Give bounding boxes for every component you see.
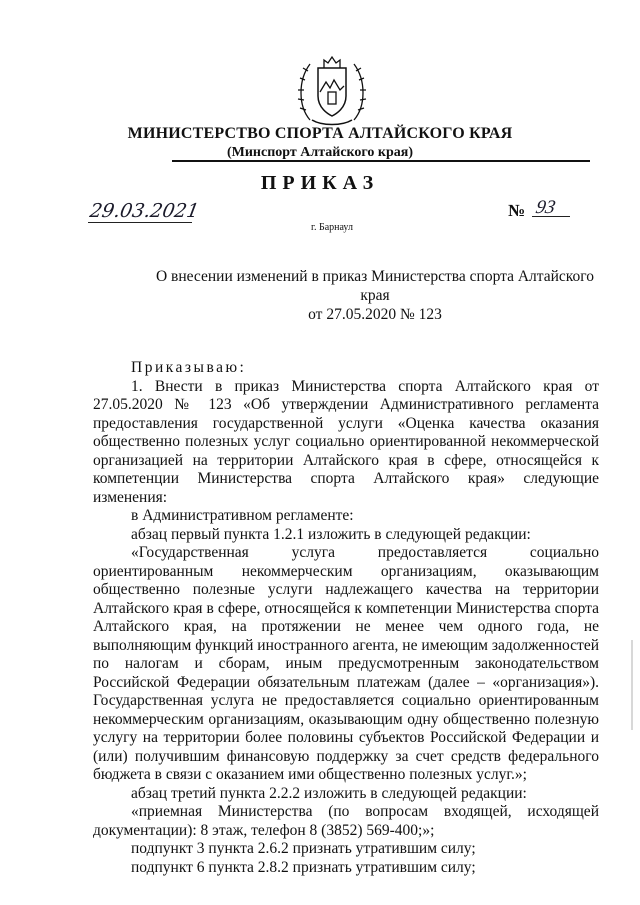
order-number-label: № (508, 201, 526, 220)
paragraph-1: 1. Внести в приказ Министерства спорта Алтайского края от 27.05.2020 № 123 «Об утверждении Административного регламента предоставления государственной услуги «Оценка качества оказания общественно полезных услуг социально ориентированной некоммерческой организацией на территории Алтайского края в сфере, относящейся к компетенции Министерства спорта Алтайского края» следующие изменения: (93, 377, 599, 506)
paragraph-8: подпункт 6 пункта 2.8.2 признать утратившим силу; (131, 858, 476, 876)
paragraph-3: абзац первый пункта 1.2.1 изложить в следующей редакции: (131, 525, 531, 543)
subject-line-2: от 27.05.2020 № 123 (308, 306, 442, 323)
order-body (93, 359, 599, 877)
coat-of-arms-emblem (296, 50, 368, 130)
subject-line-1: О внесении изменений в приказ Министерства спорта Алтайского края (155, 268, 594, 304)
paragraph-2: в Административном регламенте: (131, 507, 354, 524)
document-type-title: ПРИКАЗ (260, 172, 380, 194)
ministry-short-name: (Минспорт Алтайского края) (226, 145, 414, 160)
number-underline (532, 216, 570, 217)
scan-edge-mark (631, 640, 633, 730)
paragraph-6: «приемная Министерства (по вопросам входящей, исходящей документации): 8 этаж, телефон 8 (3852) 569-400;»; (93, 803, 599, 839)
header-divider (172, 160, 590, 162)
paragraph-5: абзац третий пункта 2.2.2 изложить в следующей редакции: (131, 784, 527, 802)
city-name: г. Барнаул (311, 222, 353, 233)
paragraph-7: подпункт 3 пункта 2.6.2 признать утратившим силу; (131, 840, 476, 857)
paragraph-4: «Государственная услуга предоставляется социально ориентированным некоммерческим организациям, оказывающим общественно полезные услуги надлежащего качества на территории Алтайского края в сфере, относящейся к компетенции Министерства спорта Алтайского края, на протяжении не менее чем одного года, не выполняющим функций иностранного агента, не имеющим задолженностей по налогам и сборам, иным предусмотренным законодательством Российской Федерации обязательным платежам (далее – «организация»). Государственная услуга не предоставляется социально ориентированным некоммерческим организациям, оказывающим одну общественно полезную услугу на территории более половины субъектов Российской Федерации и (или) получившим финансовую поддержку за счет средств федерального бюджета в связи с оказанием ими общественно полезных услуг.»; (93, 544, 599, 783)
order-number: 93 (533, 197, 558, 218)
order-subject (150, 267, 600, 324)
ministry-name: МИНИСТЕРСТВО СПОРТА АЛТАЙСКОГО КРАЯ (127, 125, 513, 142)
order-word: Приказываю: (131, 359, 247, 376)
order-date: 29.03.2021 (88, 200, 201, 222)
